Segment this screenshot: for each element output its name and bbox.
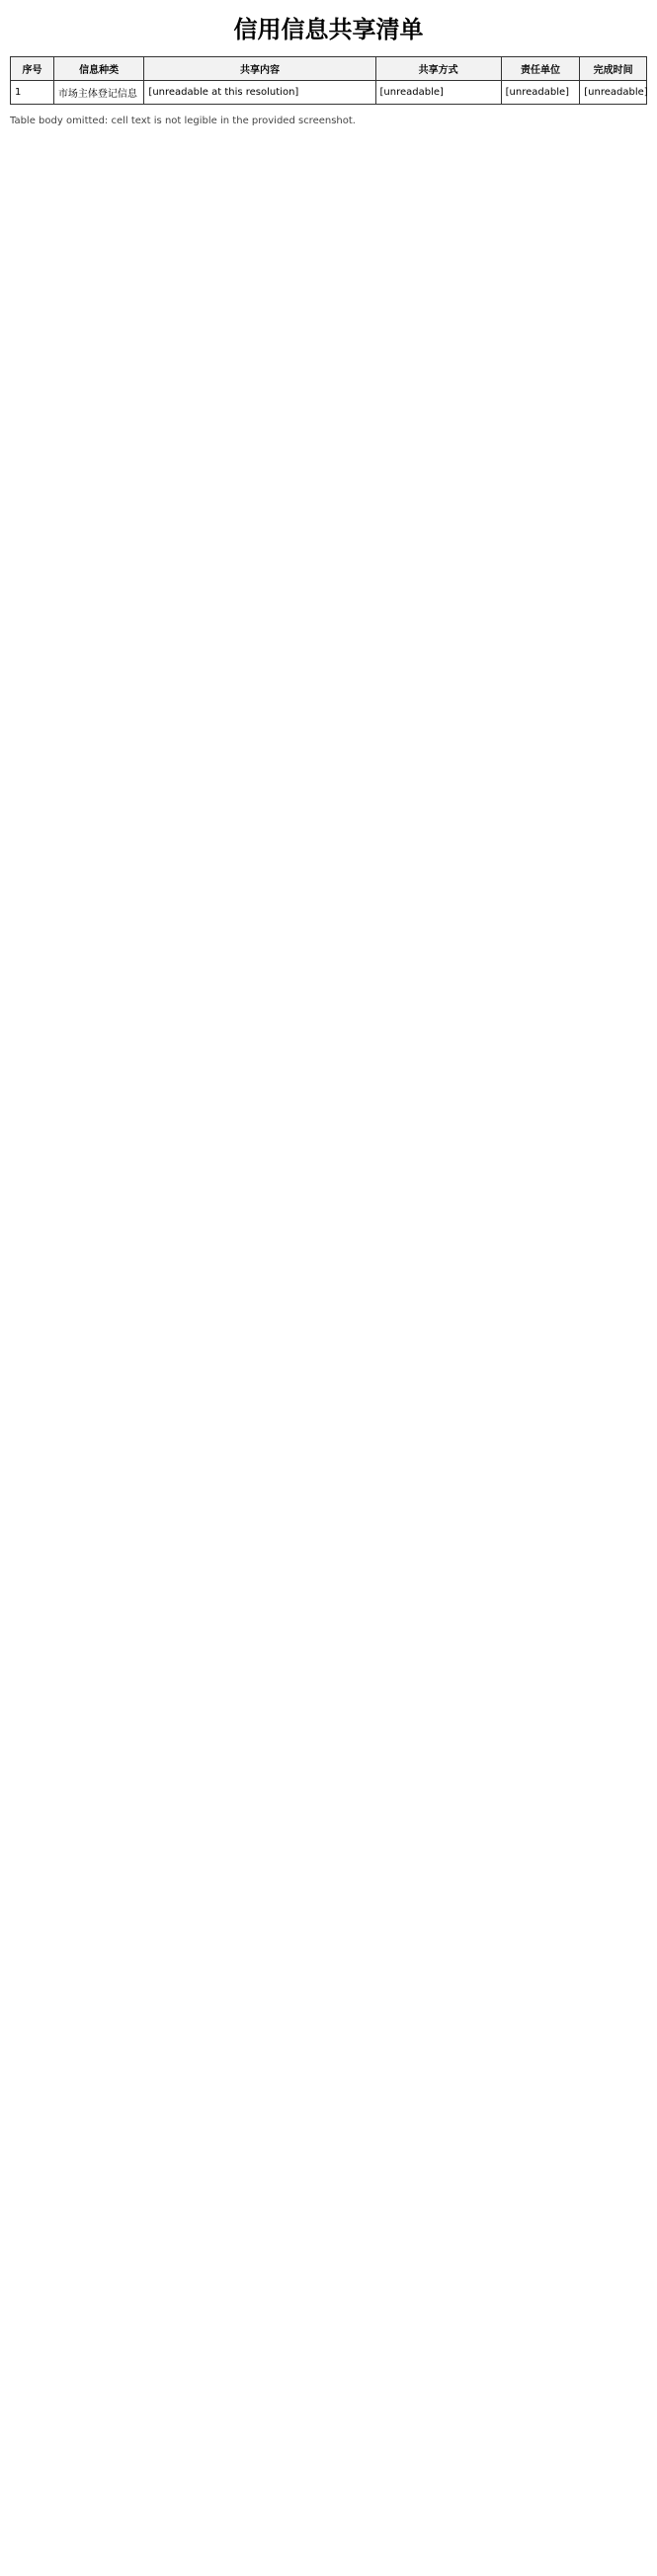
col-owner: 责任单位 — [501, 57, 580, 81]
table-header-row — [11, 57, 647, 81]
row-content: [unreadable at this resolution] — [144, 81, 375, 105]
row-method: [unreadable] — [375, 81, 501, 105]
col-category: 信息种类 — [53, 57, 143, 81]
document — [10, 10, 647, 128]
row-owner: [unreadable] — [501, 81, 580, 105]
table-row — [11, 81, 647, 105]
page-title: 信用信息共享清单 — [233, 15, 424, 43]
col-deadline: 完成时间 — [580, 57, 647, 81]
col-method: 共享方式 — [375, 57, 501, 81]
footnote: Table body omitted: cell text is not legible in the provided screenshot. — [10, 116, 356, 126]
col-content: 共享内容 — [144, 57, 375, 81]
row-category: 市场主体登记信息 — [53, 81, 143, 105]
col-index: 序号 — [11, 57, 54, 81]
row-index: 1 — [11, 81, 54, 105]
credit-info-table — [10, 56, 647, 105]
row-deadline: [unreadable] — [580, 81, 647, 105]
